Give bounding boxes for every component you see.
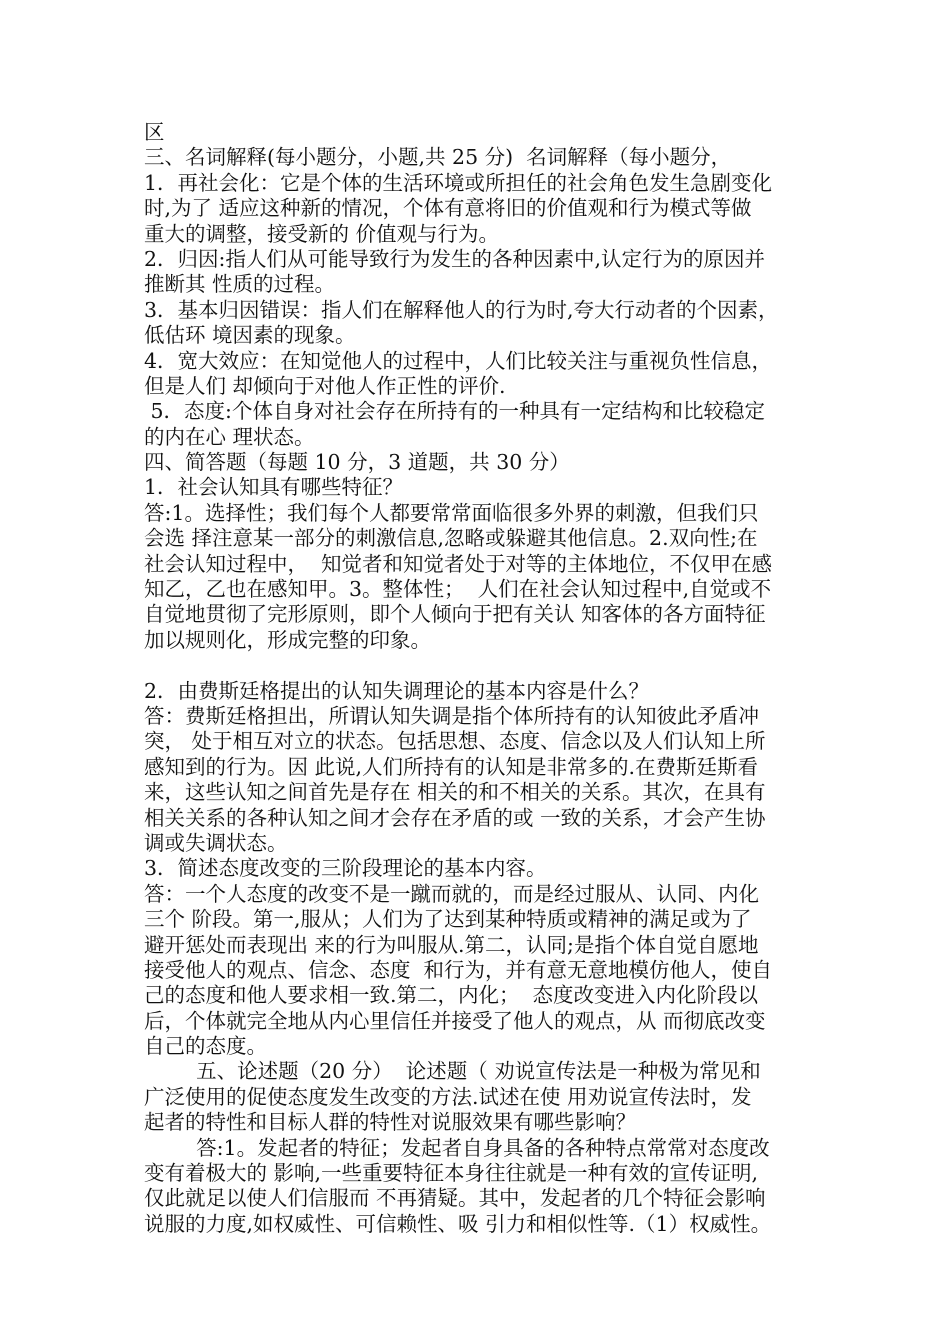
text-line: 突， 处于相互对立的状态。包括思想、态度、信念以及人们认知上所 (144, 729, 766, 754)
text-line: 来，这些认知之间首先是存在 相关的和不相关的关系。其次，在具有 (144, 780, 766, 805)
text-line: 1．再社会化：它是个体的生活环境或所担任的社会角色发生急剧变化 (144, 170, 773, 195)
text-line: 仅此就足以使人们信服而 不再猜疑。其中，发起者的几个特征会影响 (144, 1186, 766, 1211)
text-line: 时,为了 适应这种新的情况，个体有意将旧的价值观和行为模式等做 (144, 196, 752, 221)
document-page (144, 120, 824, 1237)
text-line: 2．由费斯廷格提出的认知失调理论的基本内容是什么？ (144, 678, 650, 703)
text-line: 低估环 境因素的现象。 (144, 323, 356, 348)
text-line: 4．宽大效应：在知觉他人的过程中，人们比较关注与重视负性信息， (144, 348, 773, 373)
text-line: 答:1。发起者的特征；发起者自身具备的各种特点常常对态度改 (144, 1135, 770, 1160)
text-line: 广泛使用的促使态度发生改变的方法.试述在使 用劝说宣传法时，发 (144, 1084, 752, 1109)
text-line: 感知到的行为。因 此说,人们所持有的认知是非常多的.在费斯廷斯看 (144, 754, 759, 779)
text-line: 三、名词解释(每小题分，小题,共 25 分) 名词解释（每小题分， (144, 145, 732, 170)
text-line: 相关关系的各种认知之间才会存在矛盾的或 一致的关系，才会产生协 (144, 805, 766, 830)
text-line: 加以规则化，形成完整的印象。 (144, 627, 431, 652)
text-line: 己的态度和他人要求相一致.第二，内化； 态度改变进入内化阶段以 (144, 983, 759, 1008)
text-line: 重大的调整，接受新的 价值观与行为。 (144, 221, 500, 246)
text-line: 区 (144, 120, 165, 144)
text-line: 答：一个人态度的改变不是一蹴而就的，而是经过服从、认同、内化 (144, 881, 759, 906)
text-line: 自觉地贯彻了完形原则，即个人倾向于把有关认 知客体的各方面特征 (144, 602, 766, 627)
text-line: 2．归因:指人们从可能导致行为发生的各种因素中,认定行为的原因并 (144, 246, 765, 271)
text-line: 自己的态度。 (144, 1034, 267, 1059)
text-line: 但是人们 却倾向于对他人作正性的评价. (144, 373, 506, 398)
text-line: 四、简答题（每题 10 分，3 道题，共 30 分） (144, 450, 570, 475)
text-line: 接受他人的观点、信念、态度 和行为，并有意无意地模仿他人，使自 (144, 957, 773, 982)
text-line: 推断其 性质的过程。 (144, 272, 336, 297)
text-line: 变有着极大的 影响,一些重要特征本身往往就是一种有效的宣传证明, (144, 1161, 759, 1186)
text-line: 3．基本归因错误：指人们在解释他人的行为时,夸大行动者的个因素， (144, 297, 779, 322)
text-line: 避开惩处而表现出 来的行为叫服从.第二，认同;是指个体自觉自愿地 (144, 932, 759, 957)
text-line: 起者的特性和目标人群的特性对说服效果有哪些影响？ (144, 1110, 636, 1135)
text-line: 三个 阶段。第一,服从；人们为了达到某种特质或精神的满足或为了 (144, 907, 752, 932)
text-line: 的内在心 理状态。 (144, 424, 315, 449)
text-line: 五、论述题（20 分） 论述题（ 劝说宣传法是一种极为常见和 (144, 1059, 761, 1084)
text-line: 5．态度:个体自身对社会存在所持有的一种具有一定结构和比较稳定 (144, 399, 765, 424)
text-line: 知乙，乙也在感知甲。3。整体性； 人们在社会认知过程中,自觉或不 (144, 577, 772, 602)
text-line: 说服的力度,如权威性、可信赖性、吸 引力和相似性等.（1）权威性。 (144, 1211, 772, 1236)
text-line: 社会认知过程中， 知觉者和知觉者处于对等的主体地位，不仅甲在感 (144, 551, 773, 576)
text-line: 会选 择注意某一部分的刺激信息,忽略或躲避其他信息。2.双向性;在 (144, 526, 758, 551)
text-line: 答:1。选择性；我们每个人都要常常面临很多外界的刺激，但我们只 (144, 500, 759, 525)
text-line: 3．简述态度改变的三阶段理论的基本内容。 (144, 856, 547, 881)
text-line: 答：费斯廷格担出，所谓认知失调是指个体所持有的认知彼此矛盾冲 (144, 703, 759, 728)
text-line: 后，个体就完全地从内心里信任并接受了他人的观点，从 而彻底改变 (144, 1008, 766, 1033)
text-line: 调或失调状态。 (144, 830, 288, 855)
text-line: 1．社会认知具有哪些特征？ (144, 475, 404, 500)
blank-line (144, 653, 824, 678)
